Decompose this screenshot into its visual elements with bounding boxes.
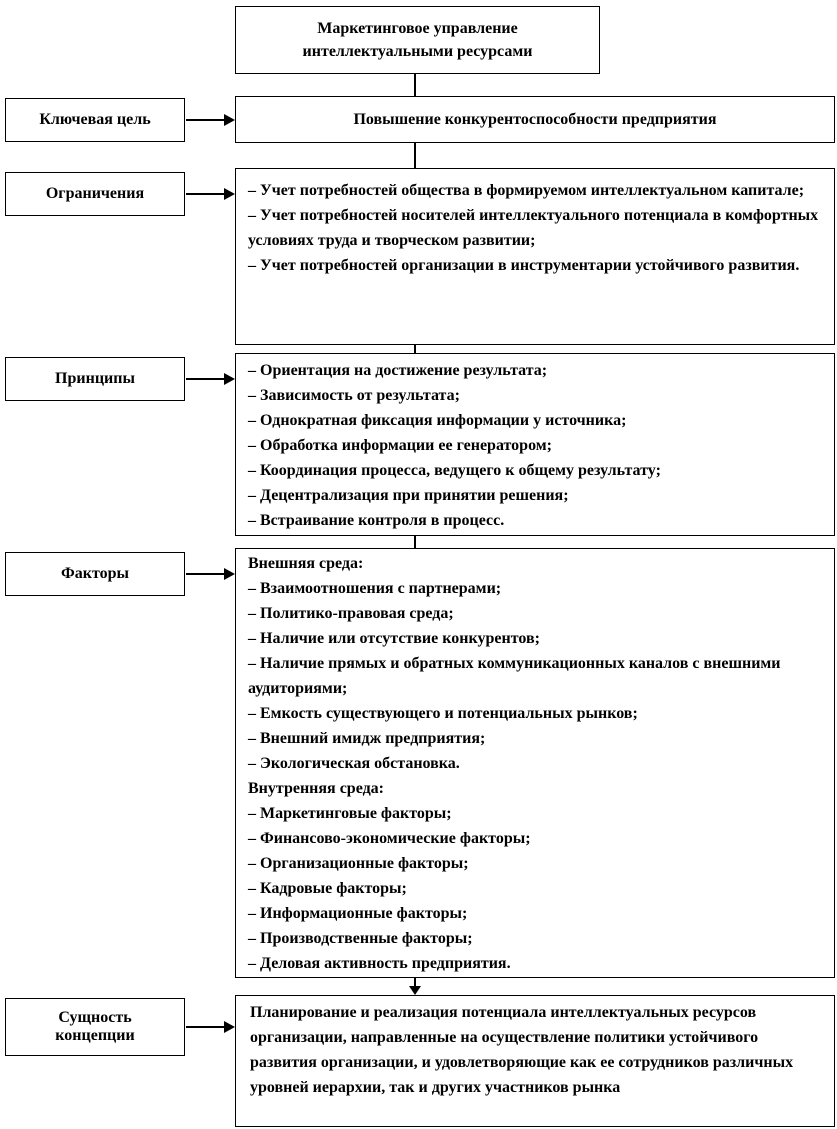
restrictions-box [235, 168, 835, 345]
connector-goal-restrictions [414, 143, 416, 168]
list-item: – Кадровые факторы; [248, 880, 407, 897]
title-box [235, 6, 600, 74]
list-item: – Информационные факторы; [248, 905, 468, 922]
essence-box [235, 995, 835, 1127]
factors-label: Факторы [61, 565, 129, 582]
list-item: – Ориентация на достижение результата; [248, 362, 548, 379]
list-item: – Наличие прямых и обратных коммуникационных каналов с внешними аудиториями; [248, 655, 781, 697]
connector-title-goal [414, 74, 416, 98]
list-item: – Децентрализация при принятии решения; [248, 487, 569, 504]
goal-box [235, 96, 835, 143]
factors-label-box [5, 552, 185, 596]
goal-label-box [5, 98, 185, 142]
arrow-shaft [186, 119, 224, 121]
arrow-shaft [186, 573, 224, 575]
principles-right-arrow [186, 373, 235, 385]
principles-label: Принципы [55, 370, 135, 387]
principles-box [235, 353, 835, 536]
essence-label-box [5, 998, 185, 1056]
title-text: Маркетинговое управление интеллектуальными ресурсами [302, 20, 533, 60]
factors-box [235, 548, 835, 978]
list-item: – Учет потребностей общества в формируемом интеллектуальном капитале; [248, 182, 805, 199]
list-item: – Финансово-экономические факторы; [248, 830, 531, 847]
factors-right-arrow [186, 568, 235, 580]
restrictions-right-arrow [186, 188, 235, 200]
essence-right-arrow [186, 1021, 235, 1033]
external-environment-heading: Внешняя среда: [248, 555, 364, 572]
list-item: – Маркетинговые факторы; [248, 805, 452, 822]
internal-environment-heading: Внутренняя среда: [248, 780, 385, 797]
list-item: – Внешний имидж предприятия; [248, 730, 486, 747]
arrow-head-icon [224, 114, 235, 126]
principles-label-box [5, 357, 185, 401]
down-arrowhead-icon [409, 986, 421, 995]
list-item: – Обработка информации ее генератором; [248, 437, 552, 454]
goal-text: Повышение конкурентоспособности предприятия [353, 110, 717, 128]
list-item: – Учет потребностей носителей интеллектуального потенциала в комфортных условиях труда и творческом развитии; [248, 207, 819, 249]
list-item: – Политико-правовая среда; [248, 605, 454, 622]
restrictions-label-box [5, 172, 185, 216]
list-item: – Производственные факторы; [248, 930, 473, 947]
goal-label: Ключевая цель [39, 111, 151, 128]
connector-restrictions-principles [414, 345, 416, 353]
list-item: – Емкость существующего и потенциальных рынков; [248, 705, 638, 722]
list-item: – Зависимость от результата; [248, 387, 460, 404]
restrictions-label: Ограничения [45, 185, 145, 202]
list-item: – Взаимоотношения с партнерами; [248, 580, 502, 597]
arrow-head-icon [224, 373, 235, 385]
arrow-shaft [186, 193, 224, 195]
essence-text: Планирование и реализация потенциала интеллектуальных ресурсов организации, направленные на осуществление политики устойчивого развития организации, и удовлетворяющие как ее сотрудников различных уровней иерархии, так и других участников рынка [250, 1004, 794, 1096]
list-item: – Координация процесса, ведущего к общему результату; [248, 462, 661, 479]
arrow-shaft [186, 378, 224, 380]
list-item: – Встраивание контроля в процесс. [248, 512, 505, 529]
list-item: – Учет потребностей организации в инструментарии устойчивого развития. [248, 257, 800, 274]
essence-label: Сущность концепции [55, 1009, 135, 1044]
list-item: – Наличие или отсутствие конкурентов; [248, 630, 540, 647]
list-item: – Деловая активность предприятия. [248, 955, 511, 972]
arrow-head-icon [224, 1021, 235, 1033]
goal-right-arrow [186, 114, 235, 126]
connector-principles-factors [414, 536, 416, 548]
arrow-shaft [186, 1026, 224, 1028]
arrow-head-icon [224, 188, 235, 200]
list-item: – Однократная фиксация информации у источника; [248, 412, 627, 429]
arrow-head-icon [224, 568, 235, 580]
list-item: – Экологическая обстановка. [248, 755, 460, 772]
list-item: – Организационные факторы; [248, 855, 469, 872]
